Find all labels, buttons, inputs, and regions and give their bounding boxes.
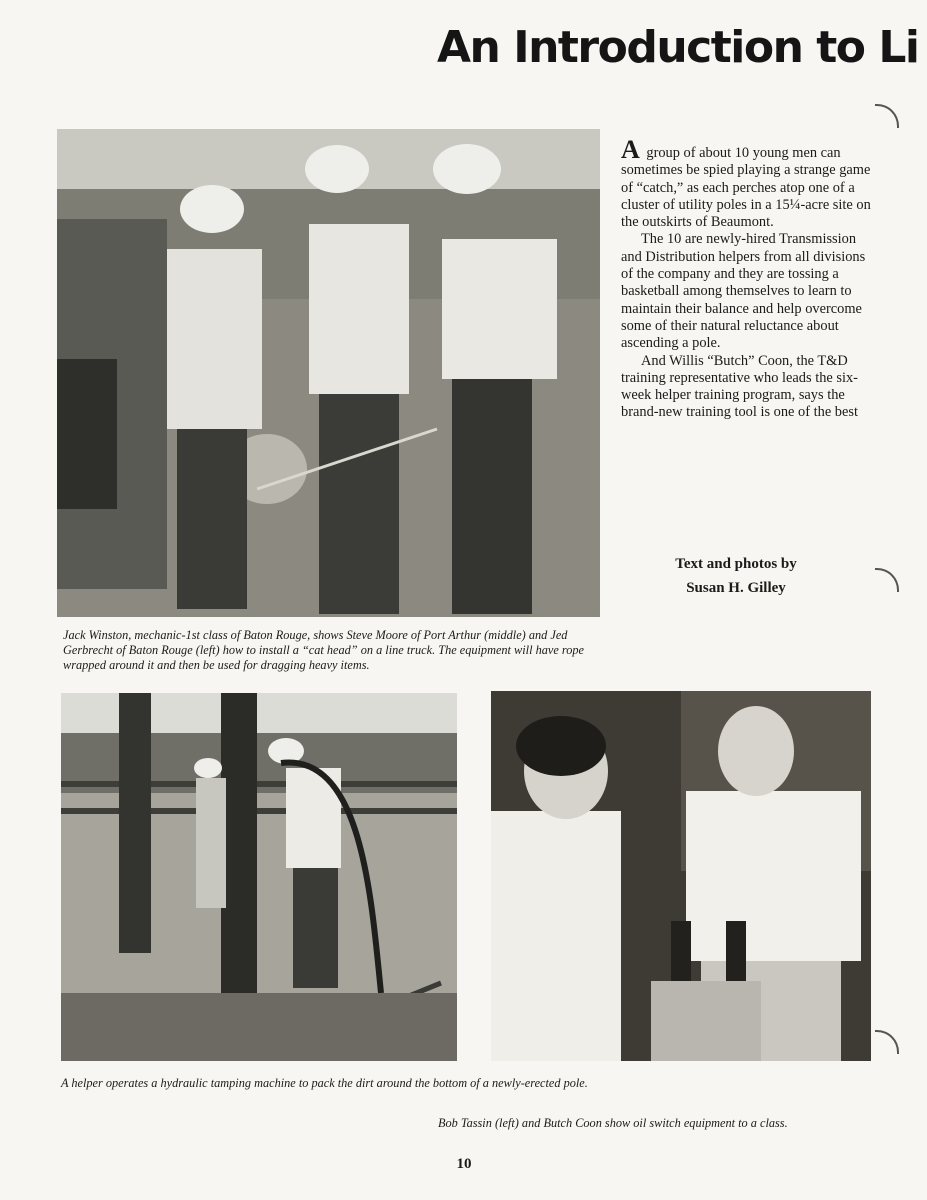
binder-hole-mark: [875, 104, 899, 128]
drop-cap: A: [621, 135, 640, 164]
paragraph-2: The 10 are newly-hired Transmission and Distribution helpers from all divisions of the company and they are tossing a basketball among themselves to learn to maintain their balance and help overcome some of their natural reluctance about ascending a pole.: [621, 231, 866, 352]
article-body: [621, 135, 879, 422]
caption-photo-2: A helper operates a hydraulic tamping machine to pack the dirt around the bottom of a newly-erected pole.: [61, 1076, 588, 1090]
byline-label: Text and photos by: [675, 556, 797, 572]
article-title: An Introduction to Li: [437, 22, 919, 73]
binder-hole-mark: [875, 568, 899, 592]
paragraph-3: And Willis “Butch” Coon, the T&D training representative who leads the six-week helper training program, says the brand-new training tool is one of the best: [621, 352, 858, 421]
binder-hole-mark: [875, 1030, 899, 1054]
paragraph-1-text: group of about 10 young men can sometimes be spied playing a strange game of “catch,” as each perches atop one of a cluster of utility poles in a 15¼-acre site on the outskirts of Beaumont.: [621, 145, 871, 231]
caption-photo-3: Bob Tassin (left) and Butch Coon show oil switch equipment to a class.: [438, 1116, 788, 1130]
paragraph-1: [621, 135, 879, 231]
photo-tamping-machine: [61, 693, 457, 1061]
photo-linemen-cat-head: [57, 129, 600, 617]
byline-author: Susan H. Gilley: [686, 580, 786, 596]
page-number: 10: [456, 1156, 472, 1172]
photo-oil-switch-equipment: [491, 691, 871, 1061]
caption-photo-1: Jack Winston, mechanic-1st class of Baton Rouge, shows Steve Moore of Port Arthur (middle) and Jed Gerbrecht of Baton Rouge (left) how to install a “cat head” on a line truck. The equipment will have rope wrapped around it and then be used for dragging heavy items.: [63, 628, 584, 672]
